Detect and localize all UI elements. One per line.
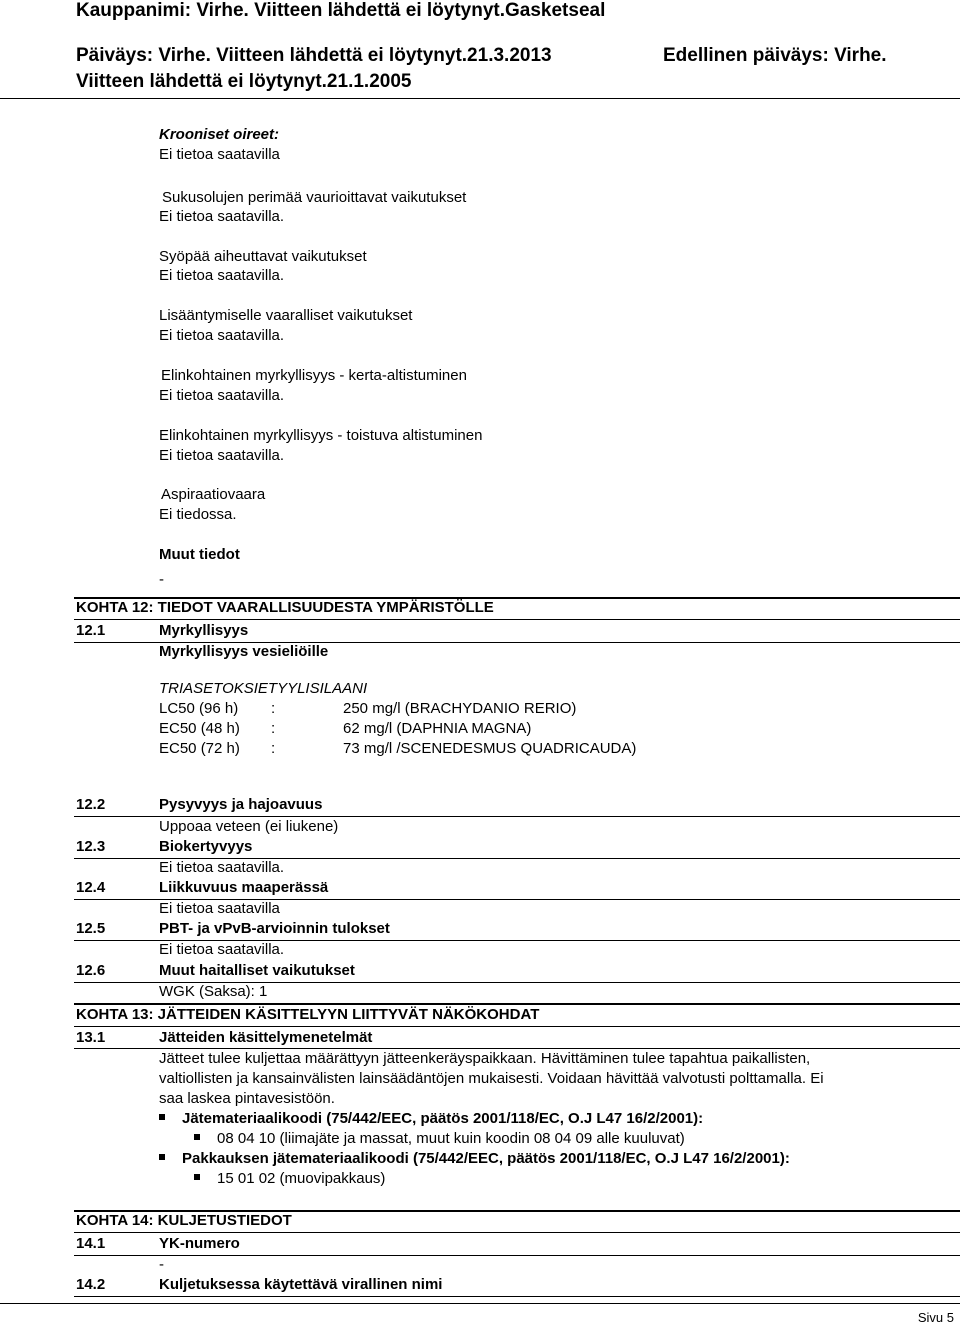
subsection-12-4-title: Liikkuvuus maaperässä bbox=[159, 879, 329, 896]
subsection-12-5-value: Ei tietoa saatavilla. bbox=[159, 941, 285, 958]
waste-text-line-1: Jätteet tulee kuljettaa määrättyyn jätteenkeräyspaikkaan. Hävittäminen tulee tapahtua paikallisten, bbox=[159, 1050, 811, 1067]
packaging-code-value: 15 01 02 (muovipakkaus) bbox=[217, 1170, 386, 1187]
header-previous-date-value: Viitteen lähdettä ei löytynyt.21.1.2005 bbox=[76, 71, 412, 92]
packaging-code-item bbox=[159, 1150, 790, 1168]
header-previous-date: Edellinen päiväys: Virhe. bbox=[663, 45, 887, 66]
subsection-12-6-title: Muut haitalliset vaikutukset bbox=[159, 962, 355, 979]
waste-text-line-3: saa laskea pintavesistöön. bbox=[159, 1090, 335, 1107]
subsection-14-1-title: YK-numero bbox=[159, 1235, 240, 1252]
stot-repeated-title: Elinkohtainen myrkyllisyys - toistuva altistuminen bbox=[159, 427, 483, 444]
header-date: Päiväys: Virhe. Viitteen lähdettä ei löytynyt.21.3.2013 bbox=[76, 45, 552, 66]
subsection-14-2-title: Kuljetuksessa käytettävä virallinen nimi bbox=[159, 1276, 443, 1293]
aspiration-title: Aspiraatiovaara bbox=[161, 486, 266, 503]
stot-single-value: Ei tietoa saatavilla. bbox=[159, 387, 285, 404]
germ-cell-title: Sukusolujen perimää vaurioittavat vaikutukset bbox=[162, 189, 467, 206]
tox-row-value: 73 mg/l /SCENEDESMUS QUADRICAUDA) bbox=[343, 740, 637, 757]
section-13-rule-bottom bbox=[74, 1026, 960, 1027]
tox-row-value: 62 mg/l (DAPHNIA MAGNA) bbox=[343, 720, 532, 737]
bullet-square-icon bbox=[159, 1114, 165, 1120]
bullet-square-icon bbox=[159, 1154, 165, 1160]
tox-row-label: EC50 (48 h) bbox=[159, 720, 240, 737]
section-12-heading: KOHTA 12: TIEDOT VAARALLISUUDESTA YMPÄRISTÖLLE bbox=[76, 599, 494, 616]
header-trade-name: Kauppanimi: Virhe. Viitteen lähdettä ei löytynyt.Gasketseal bbox=[76, 0, 606, 21]
chronic-symptoms-title: Krooniset oireet: bbox=[159, 126, 280, 143]
germ-cell-value: Ei tietoa saatavilla. bbox=[159, 208, 285, 225]
tox-row-label: EC50 (72 h) bbox=[159, 740, 240, 757]
tox-row-separator: : bbox=[271, 720, 276, 737]
tox-row-value: 250 mg/l (BRACHYDANIO RERIO) bbox=[343, 700, 577, 717]
subsection-12-5-title: PBT- ja vPvB-arvioinnin tulokset bbox=[159, 920, 390, 937]
subsection-12-3-title: Biokertyvyys bbox=[159, 838, 253, 855]
substance-name: TRIASETOKSIETYYLISILAANI bbox=[159, 680, 368, 697]
section-12-rule-bottom bbox=[74, 619, 960, 620]
subsection-12-2-rule bbox=[74, 816, 960, 817]
other-info-value: - bbox=[159, 571, 164, 588]
subsection-12-1-title: Myrkyllisyys bbox=[159, 622, 249, 639]
subsection-14-2-rule bbox=[74, 1296, 960, 1297]
bullet-square-icon bbox=[194, 1174, 200, 1180]
footer-divider bbox=[0, 1303, 960, 1304]
section-13-rule-top bbox=[74, 1003, 960, 1005]
section-14-rule-bottom bbox=[74, 1232, 960, 1233]
packaging-code-sub-item bbox=[194, 1170, 385, 1188]
tox-row-separator: : bbox=[271, 740, 276, 757]
subsection-12-4-number: 12.4 bbox=[76, 879, 106, 896]
aspiration-value: Ei tiedossa. bbox=[159, 506, 237, 523]
subsection-12-6-value: WGK (Saksa): 1 bbox=[159, 983, 268, 1000]
subsection-12-2-value: Uppoaa veteen (ei liukene) bbox=[159, 818, 339, 835]
subsection-12-4-value: Ei tietoa saatavilla bbox=[159, 900, 280, 917]
stot-repeated-value: Ei tietoa saatavilla. bbox=[159, 447, 285, 464]
section-13-heading: KOHTA 13: JÄTTEIDEN KÄSITTELYYN LIITTYVÄT NÄKÖKOHDAT bbox=[76, 1006, 540, 1023]
subsection-12-2-title: Pysyvyys ja hajoavuus bbox=[159, 796, 323, 813]
page-number: Sivu 5 bbox=[917, 1310, 954, 1325]
subsection-13-1-rule bbox=[74, 1048, 960, 1049]
carcinogenicity-value: Ei tietoa saatavilla. bbox=[159, 267, 285, 284]
reproductive-title: Lisääntymiselle vaaralliset vaikutukset bbox=[159, 307, 413, 324]
tox-row-separator: : bbox=[271, 700, 276, 717]
subsection-12-2-number: 12.2 bbox=[76, 796, 106, 813]
reproductive-value: Ei tietoa saatavilla. bbox=[159, 327, 285, 344]
stot-single-title: Elinkohtainen myrkyllisyys - kerta-altistuminen bbox=[161, 367, 467, 384]
chronic-symptoms-value: Ei tietoa saatavilla bbox=[159, 146, 280, 163]
tox-row-label: LC50 (96 h) bbox=[159, 700, 239, 717]
waste-code-value: 08 04 10 (liimajäte ja massat, muut kuin koodin 08 04 09 alle kuuluvat) bbox=[217, 1130, 685, 1147]
waste-text-line-2: valtiollisten ja kansainvälisten lainsäädäntöjen mukaisesti. Voidaan hävittää valvotusti polttamalla. Ei bbox=[159, 1070, 824, 1087]
subsection-12-5-number: 12.5 bbox=[76, 920, 106, 937]
carcinogenicity-title: Syöpää aiheuttavat vaikutukset bbox=[159, 248, 367, 265]
bullet-square-icon bbox=[194, 1134, 200, 1140]
other-info-title: Muut tiedot bbox=[159, 546, 240, 563]
subsection-12-1-number: 12.1 bbox=[76, 622, 106, 639]
subsection-14-1-number: 14.1 bbox=[76, 1235, 106, 1252]
section-14-heading: KOHTA 14: KULJETUSTIEDOT bbox=[76, 1212, 292, 1229]
subsection-12-3-value: Ei tietoa saatavilla. bbox=[159, 859, 285, 876]
packaging-code-label: Pakkauksen jätemateriaalikoodi (75/442/EEC, päätös 2001/118/EC, O.J L47 16/2/2001): bbox=[182, 1150, 790, 1167]
header-divider bbox=[0, 98, 960, 99]
subsection-13-1-number: 13.1 bbox=[76, 1029, 106, 1046]
subsection-12-3-number: 12.3 bbox=[76, 838, 106, 855]
waste-code-sub-item bbox=[194, 1130, 685, 1148]
waste-code-label: Jätemateriaalikoodi (75/442/EEC, päätös 2001/118/EC, O.J L47 16/2/2001): bbox=[182, 1110, 704, 1127]
subsection-13-1-title: Jätteiden käsittelymenetelmät bbox=[159, 1029, 373, 1046]
subsection-14-2-number: 14.2 bbox=[76, 1276, 106, 1293]
subsection-12-6-number: 12.6 bbox=[76, 962, 106, 979]
waste-code-item bbox=[159, 1110, 703, 1128]
aquatic-toxicity-title: Myrkyllisyys vesieliöille bbox=[159, 643, 329, 660]
subsection-14-1-value: - bbox=[159, 1256, 164, 1273]
subsection-14-1-rule bbox=[74, 1255, 960, 1256]
